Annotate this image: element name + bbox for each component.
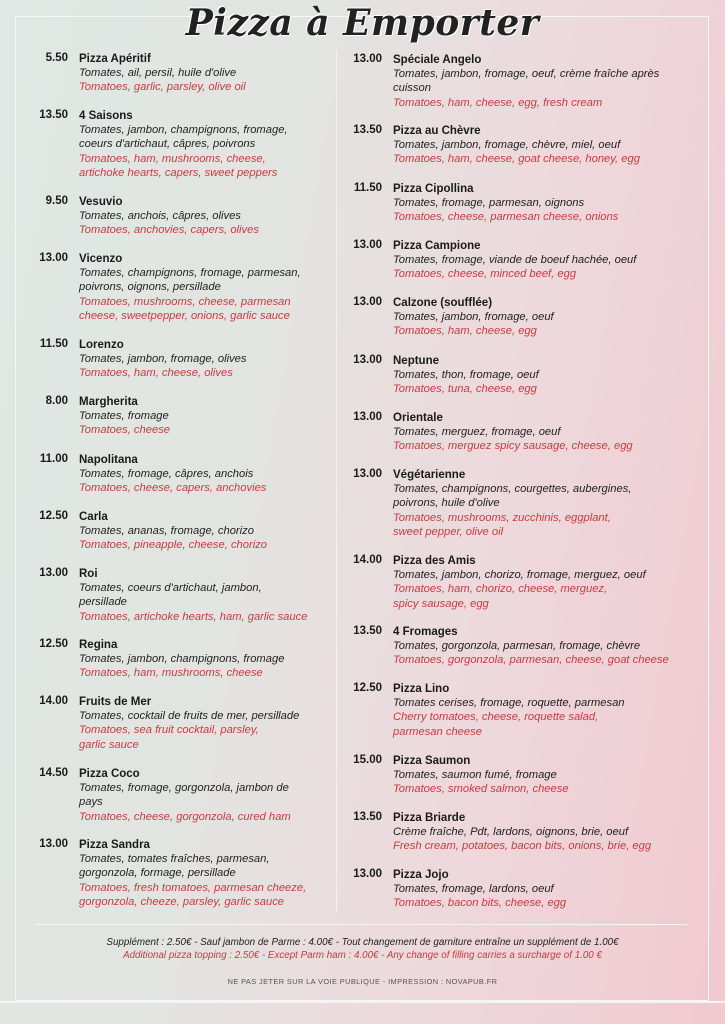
item-ingredients-french: Tomates, fromage, gorgonzola, jambon de — [79, 782, 289, 794]
item-ingredients-french: Tomates, coeurs d'artichaut, jambon, — [79, 582, 262, 594]
item-ingredients-french: pays — [79, 796, 103, 809]
item-ingredients-french: poivrons, huile d'olive — [393, 497, 500, 510]
item-ingredients-french: Tomates, cocktail de fruits de mer, persillade — [79, 710, 300, 722]
item-details — [393, 354, 683, 397]
item-price: 14.00 — [39, 695, 68, 707]
item-name: Pizza Cipollina — [393, 183, 474, 195]
item-ingredients-french: Tomates, merguez, fromage, oeuf — [393, 426, 561, 438]
item-ingredients-french: Tomates, fromage, viande de boeuf hachée, oeuf — [393, 254, 637, 266]
item-ingredients-english: Tomatoes, pineapple, cheese, chorizo — [79, 539, 268, 552]
item-ingredients-english: Tomatoes, ham, cheese, egg — [393, 325, 537, 338]
item-details — [79, 453, 337, 496]
item-ingredients-french: persillade — [79, 596, 127, 609]
item-name: Pizza Campione — [393, 240, 481, 252]
item-ingredients-english: Tomatoes, ham, mushrooms, cheese — [79, 667, 263, 680]
item-name: Neptune — [393, 355, 439, 367]
item-name: Spéciale Angelo — [393, 54, 482, 66]
item-price: 15.00 — [353, 754, 382, 766]
item-ingredients-english: sweet pepper, olive oil — [393, 525, 504, 538]
item-ingredients-english: Tomatoes, mushrooms, zucchinis, eggplant, — [393, 511, 611, 524]
item-ingredients-english: Tomatoes, artichoke hearts, ham, garlic sauce — [79, 610, 308, 623]
item-details — [393, 124, 683, 167]
item-name: Pizza des Amis — [393, 555, 476, 567]
item-name: Vesuvio — [79, 196, 123, 208]
item-price: 9.50 — [45, 195, 68, 207]
bottom-divider — [0, 1001, 725, 1003]
item-ingredients-french: Tomates, ananas, fromage, chorizo — [79, 525, 254, 537]
item-price: 13.00 — [353, 239, 382, 251]
item-ingredients-english: Tomatoes, ham, cheese, goat cheese, honey, egg — [393, 153, 640, 166]
item-ingredients-english: Tomatoes, ham, cheese, olives — [79, 367, 233, 380]
item-name: Vicenzo — [79, 253, 123, 265]
item-details — [79, 510, 337, 553]
item-price: 13.50 — [353, 124, 382, 136]
item-ingredients-french: Tomates, fromage — [79, 410, 169, 422]
item-name: Orientale — [393, 412, 443, 424]
item-ingredients-english: artichoke hearts, capers, sweet peppers — [79, 166, 278, 179]
item-ingredients-english: Tomatoes, sea fruit cocktail, parsley, — [79, 724, 259, 737]
item-price: 13.00 — [39, 252, 68, 264]
item-name: Lorenzo — [79, 339, 124, 351]
item-name: Pizza Saumon — [393, 755, 471, 767]
item-ingredients-french: Tomates, fromage, parmesan, oignons — [393, 197, 585, 209]
item-name: Pizza Sandra — [79, 839, 150, 851]
item-ingredients-english: Tomatoes, ham, cheese, egg, fresh cream — [393, 96, 603, 109]
item-price: 11.50 — [353, 182, 382, 194]
item-ingredients-english: Tomatoes, ham, chorizo, cheese, merguez, — [393, 583, 608, 596]
item-ingredients-english: Fresh cream, potatoes, bacon bits, onions, brie, egg — [393, 840, 652, 853]
item-price: 11.50 — [39, 338, 68, 350]
item-name: Pizza Apéritif — [79, 53, 151, 65]
item-price: 13.50 — [39, 109, 68, 121]
item-ingredients-french: poivrons, oignons, persillade — [79, 281, 221, 294]
item-details — [79, 52, 337, 95]
item-name: Roi — [79, 568, 98, 580]
item-details — [79, 195, 337, 238]
item-ingredients-english: Tomatoes, cheese, minced beef, egg — [393, 268, 577, 281]
item-ingredients-english: Tomatoes, smoked salmon, cheese — [393, 783, 569, 796]
item-price: 13.50 — [353, 625, 382, 637]
item-ingredients-english: Tomatoes, cheese, capers, anchovies — [79, 482, 267, 495]
item-details — [79, 567, 337, 624]
page-title: Pizza à Emporter — [185, 2, 540, 44]
item-ingredients-english: garlic sauce — [79, 738, 139, 751]
item-name: Végétarienne — [393, 469, 466, 481]
item-ingredients-french: Tomates, jambon, fromage, oeuf — [393, 311, 554, 323]
item-ingredients-english: Tomatoes, bacon bits, cheese, egg — [393, 897, 567, 910]
item-details — [79, 838, 337, 909]
item-price: 13.00 — [353, 468, 382, 480]
item-ingredients-french: cuisson — [393, 82, 431, 95]
item-ingredients-french: Tomates, champignons, courgettes, aubergines, — [393, 483, 632, 495]
item-details — [79, 252, 337, 323]
item-ingredients-french: Tomates, gorgonzola, parmesan, fromage, chèvre — [393, 640, 641, 652]
item-details — [393, 239, 683, 282]
item-name: 4 Fromages — [393, 626, 458, 638]
item-details — [393, 53, 683, 110]
item-details — [393, 468, 683, 539]
item-details — [79, 395, 337, 438]
item-name: Pizza au Chèvre — [393, 125, 481, 137]
item-ingredients-english: Tomatoes, fresh tomatoes, parmesan cheeze, — [79, 881, 307, 894]
item-details — [393, 625, 683, 668]
item-name: Carla — [79, 511, 108, 523]
item-name: 4 Saisons — [79, 110, 133, 122]
item-price: 13.00 — [353, 296, 382, 308]
item-price: 5.50 — [45, 52, 68, 64]
item-price: 13.00 — [39, 838, 68, 850]
item-ingredients-french: Tomates, jambon, fromage, olives — [79, 353, 247, 365]
item-ingredients-english: Tomatoes, cheese, gorgonzola, cured ham — [79, 810, 291, 823]
item-price: 13.00 — [353, 868, 382, 880]
item-ingredients-english: Cherry tomatoes, cheese, roquette salad, — [393, 711, 599, 724]
item-name: Calzone (soufflée) — [393, 297, 493, 309]
item-ingredients-french: Tomates, tomates fraîches, parmesan, — [79, 853, 270, 865]
item-details — [393, 182, 683, 225]
item-details — [79, 767, 337, 824]
item-price: 11.00 — [39, 453, 68, 465]
item-price: 12.50 — [39, 510, 68, 522]
item-ingredients-english: cheese, sweetpepper, onions, garlic sauce — [79, 309, 290, 322]
item-name: Pizza Briarde — [393, 812, 466, 824]
item-name: Fruits de Mer — [79, 696, 152, 708]
item-price: 14.00 — [353, 554, 382, 566]
supplement-french: Supplément : 2.50€ - Sauf jambon de Parme : 4.00€ - Tout changement de garniture entraîne un supplément de 1.00€ — [106, 937, 619, 948]
item-price: 12.50 — [39, 638, 68, 650]
item-name: Regina — [79, 639, 118, 651]
item-price: 12.50 — [353, 682, 382, 694]
supplement-divider — [35, 924, 687, 925]
item-ingredients-english: Tomatoes, mushrooms, cheese, parmesan — [79, 295, 291, 308]
item-ingredients-french: Tomates cerises, fromage, roquette, parmesan — [393, 697, 625, 709]
item-ingredients-french: Tomates, saumon fumé, fromage — [393, 769, 557, 781]
item-details — [79, 638, 337, 681]
item-ingredients-french: Tomates, champignons, fromage, parmesan, — [79, 267, 301, 279]
footer-notice: NE PAS JETER SUR LA VOIE PUBLIQUE - IMPRESSION : NOVAPUB.FR — [227, 977, 498, 986]
item-price: 8.00 — [45, 395, 68, 407]
item-details — [393, 811, 683, 854]
item-ingredients-english: spicy sausage, egg — [393, 597, 489, 610]
item-details — [79, 109, 337, 180]
item-ingredients-french: Tomates, jambon, champignons, fromage, — [79, 124, 288, 136]
item-details — [393, 554, 683, 611]
item-ingredients-english: Tomatoes, cheese — [79, 424, 171, 437]
item-details — [393, 682, 683, 739]
item-price: 13.50 — [353, 811, 382, 823]
item-ingredients-english: Tomatoes, tuna, cheese, egg — [393, 383, 537, 396]
item-details — [393, 754, 683, 797]
item-ingredients-french: Tomates, fromage, câpres, anchois — [79, 468, 254, 480]
item-ingredients-english: Tomatoes, gorgonzola, parmesan, cheese, goat cheese — [393, 654, 669, 667]
item-ingredients-french: Crème fraîche, Pdt, lardons, oignons, brie, oeuf — [393, 826, 629, 838]
item-details — [393, 296, 683, 339]
item-ingredients-french: gorgonzola, formage, persillade — [79, 867, 236, 880]
item-price: 13.00 — [353, 354, 382, 366]
item-price: 13.00 — [353, 411, 382, 423]
item-ingredients-english: gorgonzola, cheeze, parsley, garlic sauce — [79, 895, 285, 908]
item-details — [79, 338, 337, 381]
item-ingredients-french: Tomates, fromage, lardons, oeuf — [393, 883, 554, 895]
item-ingredients-english: Tomatoes, ham, mushrooms, cheese, — [79, 152, 266, 165]
item-details — [393, 411, 683, 454]
supplement-english: Additional pizza topping : 2.50€ - Except Parm ham : 4.00€ - Any change of filling carries a surcharge of 1.00 € — [123, 950, 602, 961]
item-details — [393, 868, 683, 911]
item-ingredients-french: Tomates, thon, fromage, oeuf — [393, 369, 539, 381]
item-ingredients-french: Tomates, jambon, chorizo, fromage, merguez, oeuf — [393, 569, 646, 581]
item-ingredients-french: Tomates, ail, persil, huile d'olive — [79, 67, 237, 79]
item-price: 13.00 — [353, 53, 382, 65]
item-ingredients-french: Tomates, anchois, câpres, olives — [79, 210, 241, 222]
item-ingredients-english: Tomatoes, anchovies, capers, olives — [79, 224, 259, 237]
item-price: 14.50 — [39, 767, 68, 779]
item-ingredients-english: Tomatoes, garlic, parsley, olive oil — [79, 81, 246, 94]
item-ingredients-english: Tomatoes, merguez spicy sausage, cheese, egg — [393, 440, 633, 453]
item-ingredients-english: parmesan cheese — [393, 725, 482, 738]
item-name: Margherita — [79, 396, 138, 408]
item-ingredients-french: Tomates, jambon, champignons, fromage — [79, 653, 285, 665]
item-ingredients-french: coeurs d'artichaut, câpres, poivrons — [79, 138, 256, 151]
item-name: Pizza Jojo — [393, 869, 449, 881]
item-price: 13.00 — [39, 567, 68, 579]
item-ingredients-french: Tomates, jambon, fromage, oeuf, crème fraîche après — [393, 68, 660, 80]
item-ingredients-english: Tomatoes, cheese, parmesan cheese, onions — [393, 211, 619, 224]
item-name: Pizza Coco — [79, 768, 140, 780]
item-ingredients-french: Tomates, jambon, fromage, chèvre, miel, oeuf — [393, 139, 621, 151]
item-name: Pizza Lino — [393, 683, 450, 695]
item-details — [79, 695, 337, 752]
item-name: Napolitana — [79, 454, 138, 466]
